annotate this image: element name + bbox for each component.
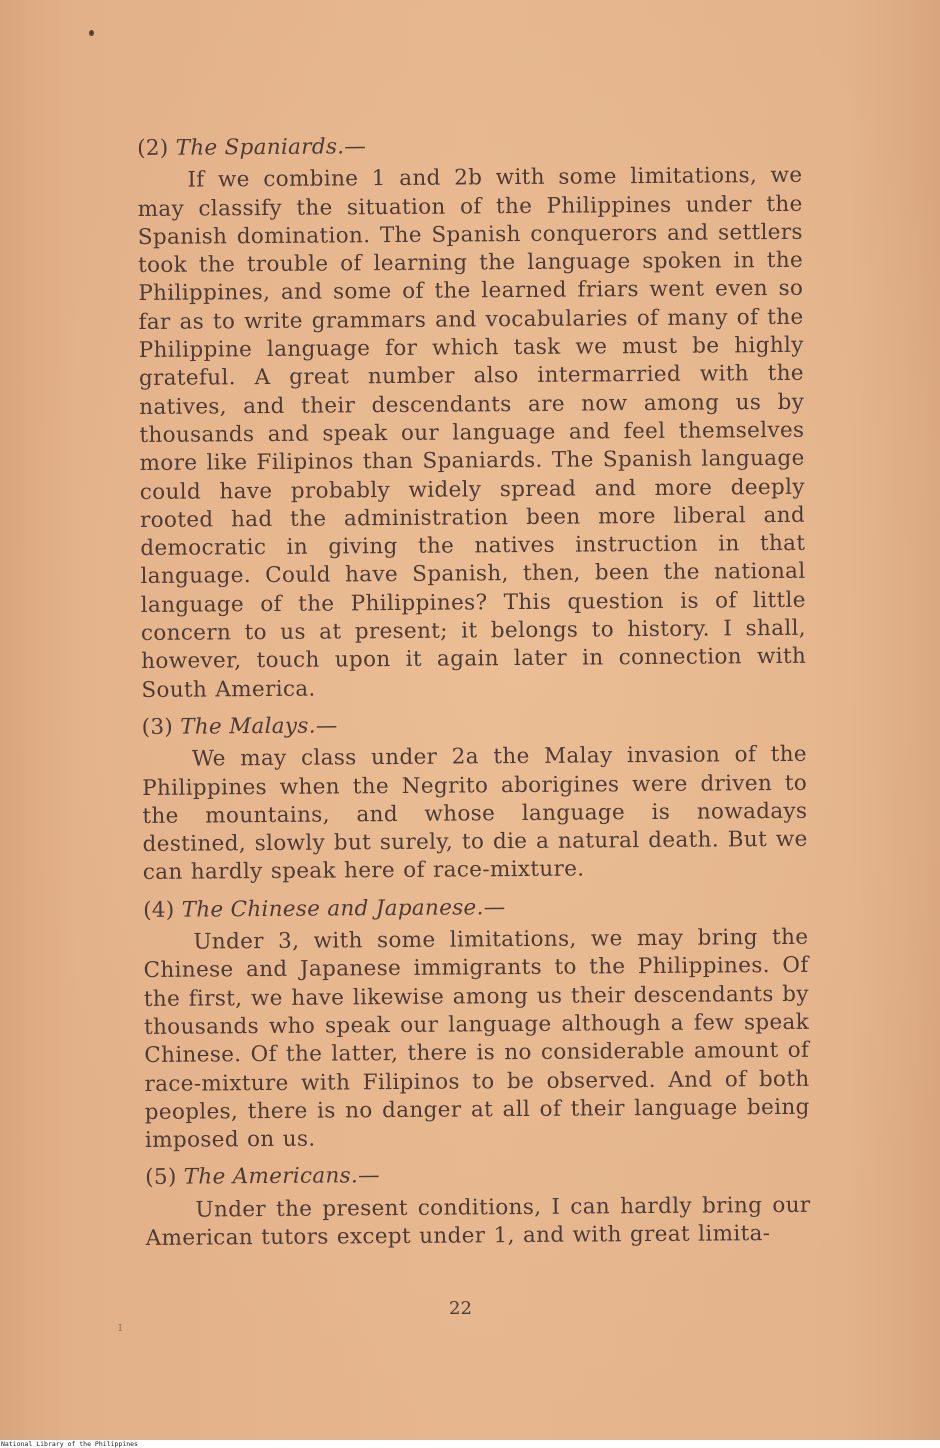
section-heading-chinese-japanese bbox=[143, 891, 808, 925]
section-heading-malays bbox=[142, 709, 807, 743]
section-paragraph-malays: We may class under 2a the Malay invasion of the Philippines when the Negrito aborigines were driven to the mountains, and whose language is nowadays destined, slowly but surely, to die a natural death. But we can hardly speak here of race-mixture. bbox=[142, 741, 808, 886]
page-text bbox=[137, 123, 811, 1253]
section-title: The Malays.— bbox=[180, 713, 338, 740]
section-paragraph-americans: Under the present conditions, I can hardly bring our American tutors except under 1, and with great limita- bbox=[145, 1192, 811, 1251]
footer-credit: National Library of the Philippines bbox=[1, 1440, 138, 1448]
section-number: (2) bbox=[137, 135, 169, 161]
section-heading-spaniards bbox=[137, 130, 802, 164]
margin-mark: ɪ bbox=[118, 1320, 123, 1334]
section-paragraph-chinese-japanese: Under 3, with some limitations, we may bring the Chinese and Japanese immigrants to the Philippines. Of the first, we have likewise among us their descendants by thousands who speak our language although a few speak Chinese. Of the latter, there is no considerable amount of race-mixture with Filipinos to be observed. And of both peoples, there is no danger at all of their language being imposed on us. bbox=[143, 924, 810, 1154]
section-heading-americans bbox=[145, 1159, 810, 1193]
section-title: The Chinese and Japanese.— bbox=[181, 894, 506, 923]
section-number: (4) bbox=[143, 897, 175, 923]
section-number: (5) bbox=[145, 1165, 177, 1191]
ink-speck bbox=[89, 30, 94, 36]
section-paragraph-spaniards: If we combine 1 and 2b with some limitations, we may classify the situation of the Philippines under the Spanish domination. The Spanish conquerors and settlers took the trouble of learning the language spoken in the Philippines, and some of the learned friars went even so far as to write grammars and vocabularies of many of the Philippine language for which task we must be highly grateful. A great number also intermarried with the natives, and their descendants are now among us by thousands and speak our language and feel themselves more like Filipinos than Spaniards. The Spanish language could have probably widely spread and more deeply rooted had the administration been more liberal and democratic in giving the natives instruction in that language. Could have Spanish, then, been the national language of the Philippines? This question is of little concern to us at present; it belongs to history. I shall, however, touch upon it again later in connection with South America. bbox=[137, 163, 807, 703]
footer-bar bbox=[0, 1440, 940, 1448]
section-title: The Spaniards.— bbox=[175, 134, 367, 161]
page-number: 22 bbox=[449, 1298, 472, 1319]
section-title: The Americans.— bbox=[183, 1163, 380, 1191]
section-number: (3) bbox=[141, 714, 174, 740]
